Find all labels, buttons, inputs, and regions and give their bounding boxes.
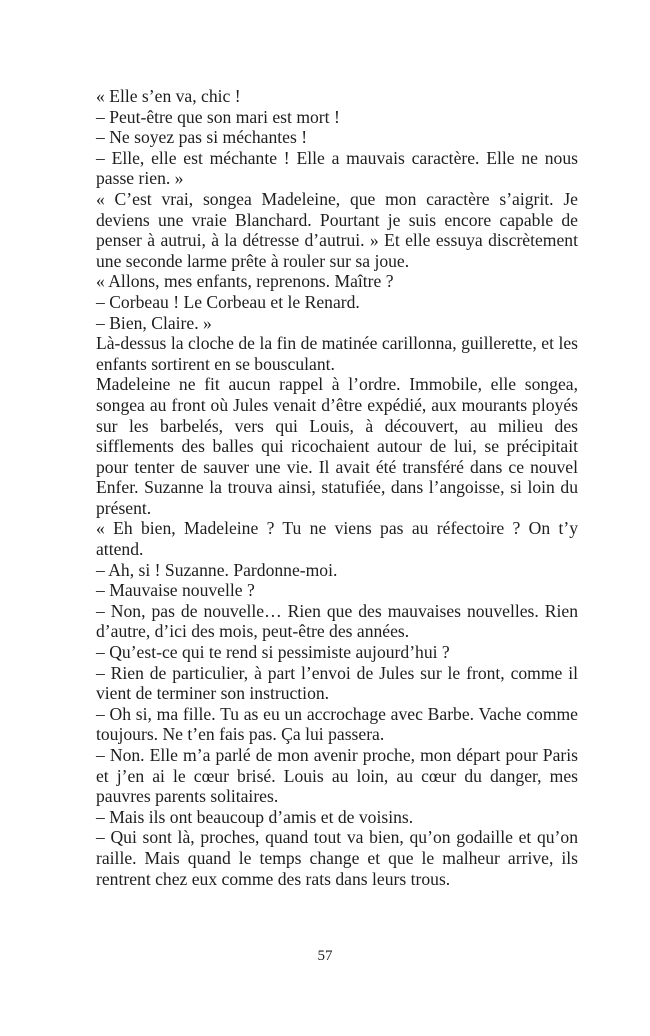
paragraph: – Mauvaise nouvelle ?: [96, 580, 255, 601]
paragraph: – Rien de particulier, à part l’envoi de Jules sur le front, comme il vient de terminer son instruction.: [96, 662, 578, 704]
paragraph: – Non, pas de nouvelle… Rien que des mauvaises nouvelles. Rien d’autre, d’ici des mois, peut-être des années.: [96, 600, 578, 642]
paragraph: – Ne soyez pas si méchantes !: [96, 127, 308, 148]
paragraph: – Qu’est-ce qui te rend si pessimiste aujourd’hui ?: [96, 642, 450, 663]
paragraph: – Peut-être que son mari est mort !: [96, 106, 340, 127]
paragraph: – Oh si, ma fille. Tu as eu un accrochage avec Barbe. Vache comme toujours. Ne t’en fais pas. Ça lui passera.: [96, 703, 578, 745]
paragraph: « Elle s’en va, chic !: [96, 86, 241, 106]
page-number: 57: [317, 948, 333, 964]
paragraph: Là-dessus la cloche de la fin de matinée carillonna, guillerette, et les enfants sortirent en se bousculant.: [96, 333, 578, 374]
paragraph: – Elle, elle est méchante ! Elle a mauvais caractère. Elle ne nous passe rien. »: [96, 147, 578, 189]
paragraph: Madeleine ne fit aucun rappel à l’ordre. Immobile, elle songea, songea au front où Jules venait d’être expédié, aux mourants ployés sur les barbelés, vers qui Louis, à découvert, au milieu des sifflements des balles qui ricochaient autour de lui, se précipitait pour tenter de sauver une vie. Il avait été transféré dans ce nouvel Enfer. Suzanne la trouva ainsi, statufiée, dans l’angoisse, si loin du présent.: [96, 374, 578, 518]
paragraph: – Bien, Claire. »: [96, 312, 212, 333]
paragraph: « Eh bien, Madeleine ? Tu ne viens pas au réfectoire ? On t’y attend.: [96, 518, 578, 560]
paragraph: – Ah, si ! Suzanne. Pardonne-moi.: [96, 559, 338, 580]
paragraph: – Mais ils ont beaucoup d’amis et de voisins.: [96, 806, 414, 827]
paragraph: « C’est vrai, songea Madeleine, que mon caractère s’aigrit. Je deviens une vraie Blanchard. Pourtant je suis encore capable de penser à autrui, à la détresse d’autrui. » Et elle essuya discrètement une seconde larme prête à rouler sur sa joue.: [96, 188, 578, 271]
paragraph: – Non. Elle m’a parlé de mon avenir proche, mon départ pour Paris et j’en ai le cœur brisé. Louis au loin, au cœur du danger, mes pauvres parents solitaires.: [96, 745, 578, 807]
paragraph: – Qui sont là, proches, quand tout va bien, qu’on godaille et qu’on raille. Mais quand le temps change et que le malheur arrive, ils rentrent chez eux comme des rats dans leurs trous.: [96, 827, 578, 889]
paragraph: « Allons, mes enfants, reprenons. Maître ?: [96, 271, 394, 292]
page-body: [96, 86, 578, 889]
paragraph: – Corbeau ! Le Corbeau et le Renard.: [96, 291, 360, 312]
